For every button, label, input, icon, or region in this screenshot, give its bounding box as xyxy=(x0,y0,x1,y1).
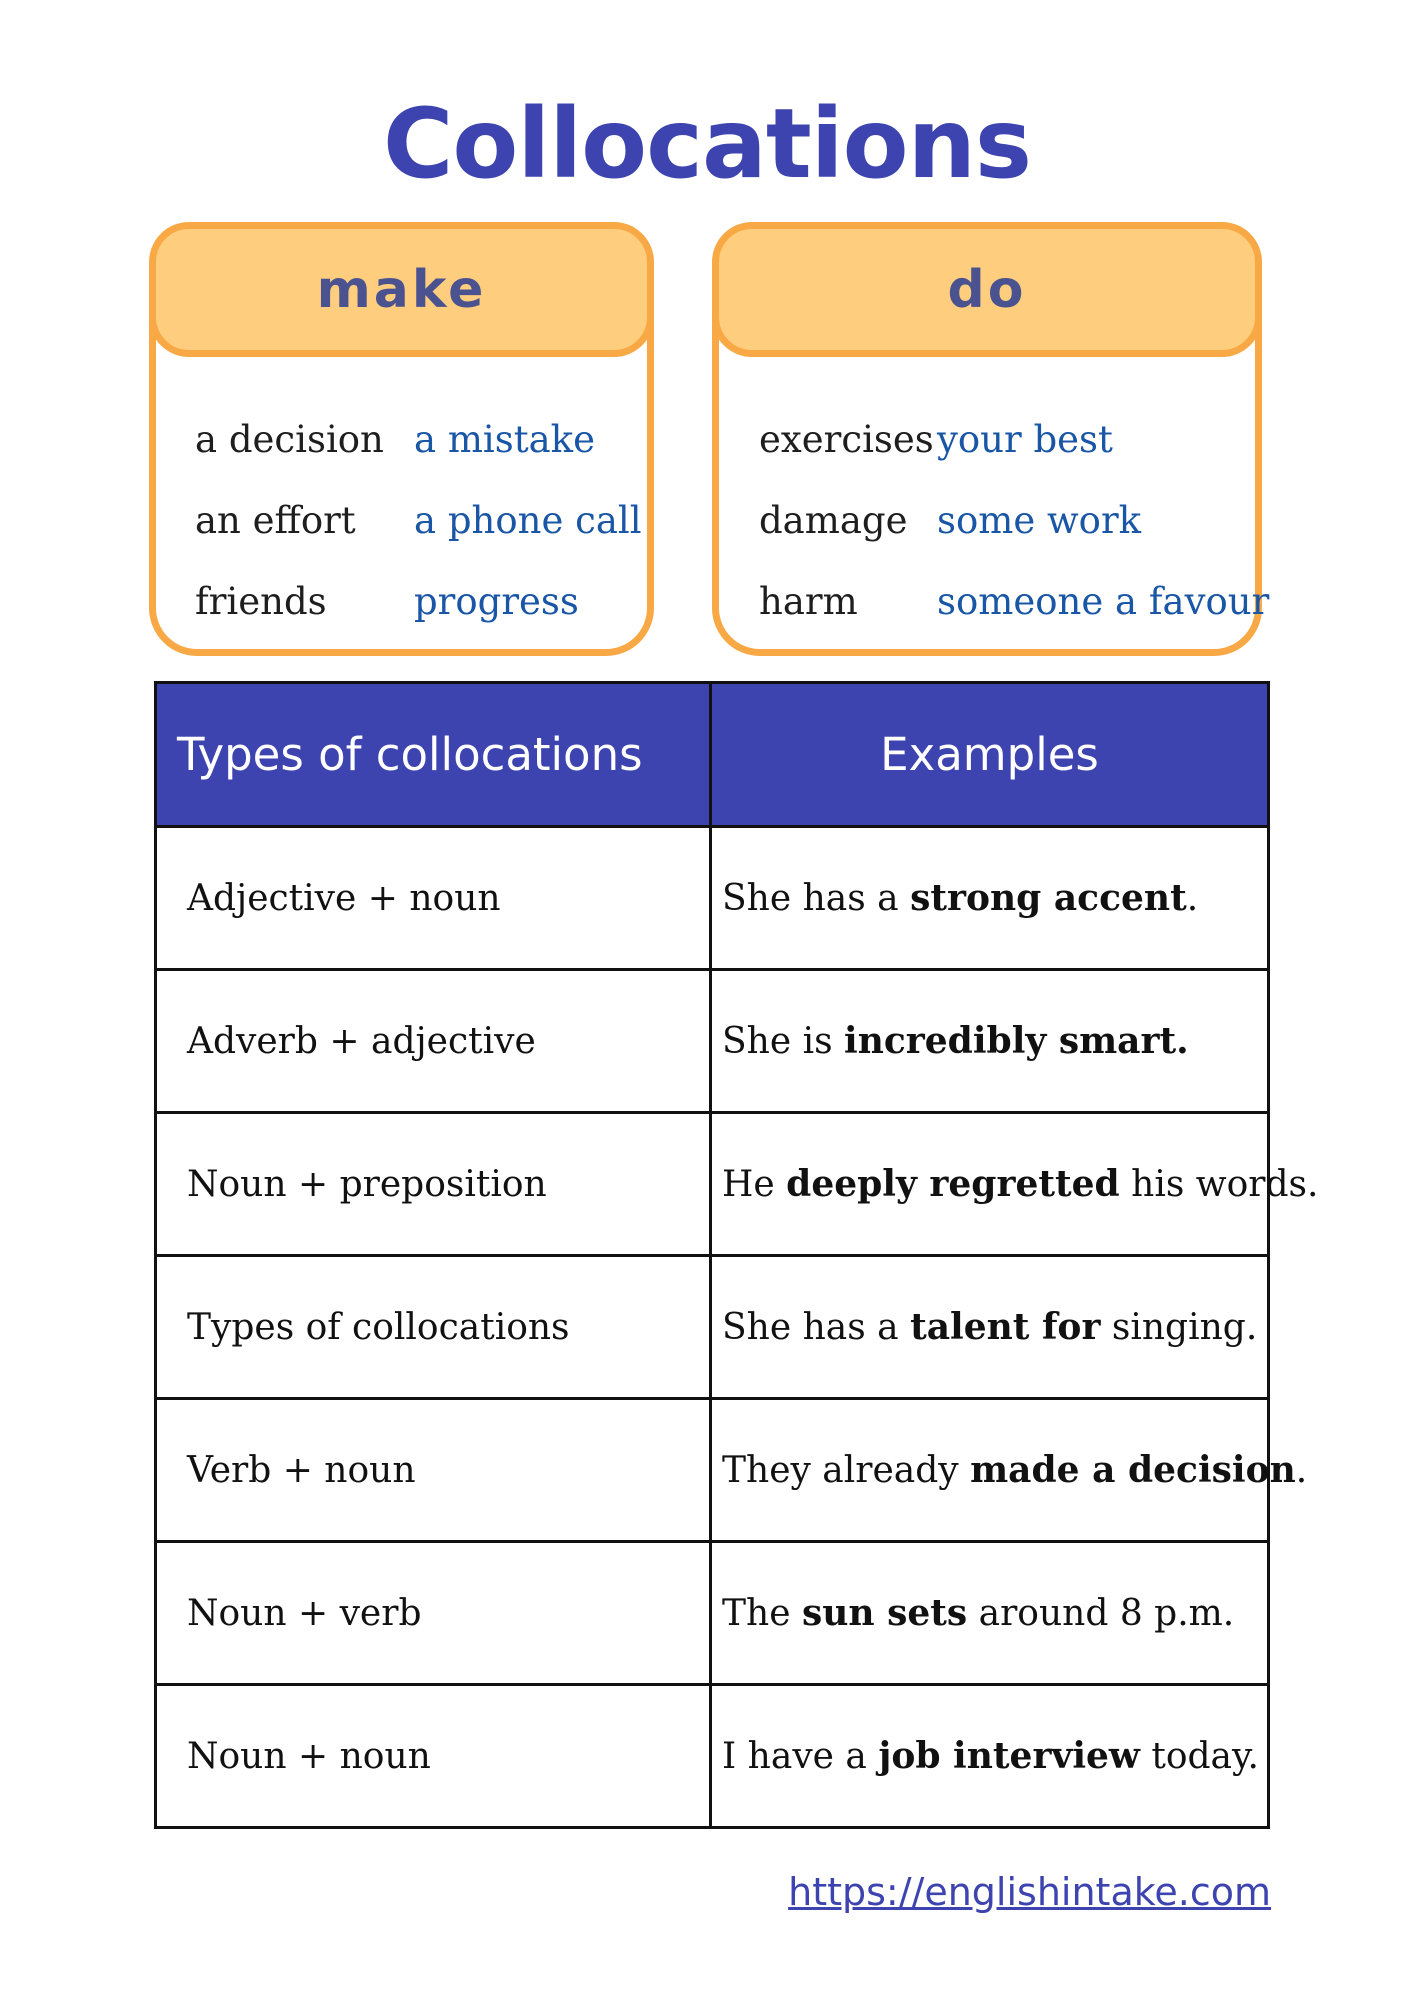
collocation-type: Noun + verb xyxy=(156,1542,711,1685)
table-header-row xyxy=(156,683,1269,827)
make-item: an effort xyxy=(195,499,356,542)
do-left-column xyxy=(759,399,934,642)
collocation-type: Noun + preposition xyxy=(156,1113,711,1256)
make-left-column xyxy=(195,399,384,642)
collocation-type: Verb + noun xyxy=(156,1399,711,1542)
make-card-heading: make xyxy=(149,222,654,357)
example-sentence: She is incredibly smart. xyxy=(711,970,1269,1113)
types-column-header: Types of collocations xyxy=(156,683,711,827)
do-item: harm xyxy=(759,580,858,623)
make-card xyxy=(149,222,654,656)
collocations-table xyxy=(154,681,1319,1829)
do-right-column xyxy=(937,399,1269,642)
make-item: progress xyxy=(414,580,579,623)
collocation-type: Adjective + noun xyxy=(156,827,711,970)
page-title: Collocations xyxy=(382,88,1032,200)
make-item: a decision xyxy=(195,418,384,461)
make-right-column xyxy=(414,399,642,642)
example-sentence: I have a job interview today. xyxy=(711,1685,1269,1828)
do-item: exercises xyxy=(759,418,934,461)
examples-column-header: Examples xyxy=(711,683,1269,827)
do-card xyxy=(712,222,1270,656)
do-item: your best xyxy=(937,418,1113,461)
make-item: a phone call xyxy=(414,499,642,542)
do-card-heading: do xyxy=(712,222,1262,357)
table-row xyxy=(156,1399,1269,1542)
table-row xyxy=(156,1256,1269,1399)
example-sentence: He deeply regretted his words. xyxy=(711,1113,1269,1256)
table-row xyxy=(156,827,1269,970)
make-item: friends xyxy=(195,580,327,623)
do-item: someone a favour xyxy=(937,580,1270,623)
example-sentence: The sun sets around 8 p.m. xyxy=(711,1542,1269,1685)
website-link[interactable]: https://englishintake.com xyxy=(788,1870,1271,1914)
do-item: damage xyxy=(759,499,908,542)
do-item: some work xyxy=(937,499,1142,542)
collocation-type: Types of collocations xyxy=(156,1256,711,1399)
table-row xyxy=(156,970,1269,1113)
collocation-type: Noun + noun xyxy=(156,1685,711,1828)
collocation-type: Adverb + adjective xyxy=(156,970,711,1113)
table-row xyxy=(156,1685,1269,1828)
example-sentence: They already made a decision. xyxy=(711,1399,1269,1542)
make-item: a mistake xyxy=(414,418,595,461)
example-sentence: She has a strong accent. xyxy=(711,827,1269,970)
example-sentence: She has a talent for singing. xyxy=(711,1256,1269,1399)
table-row xyxy=(156,1542,1269,1685)
table-row xyxy=(156,1113,1269,1256)
